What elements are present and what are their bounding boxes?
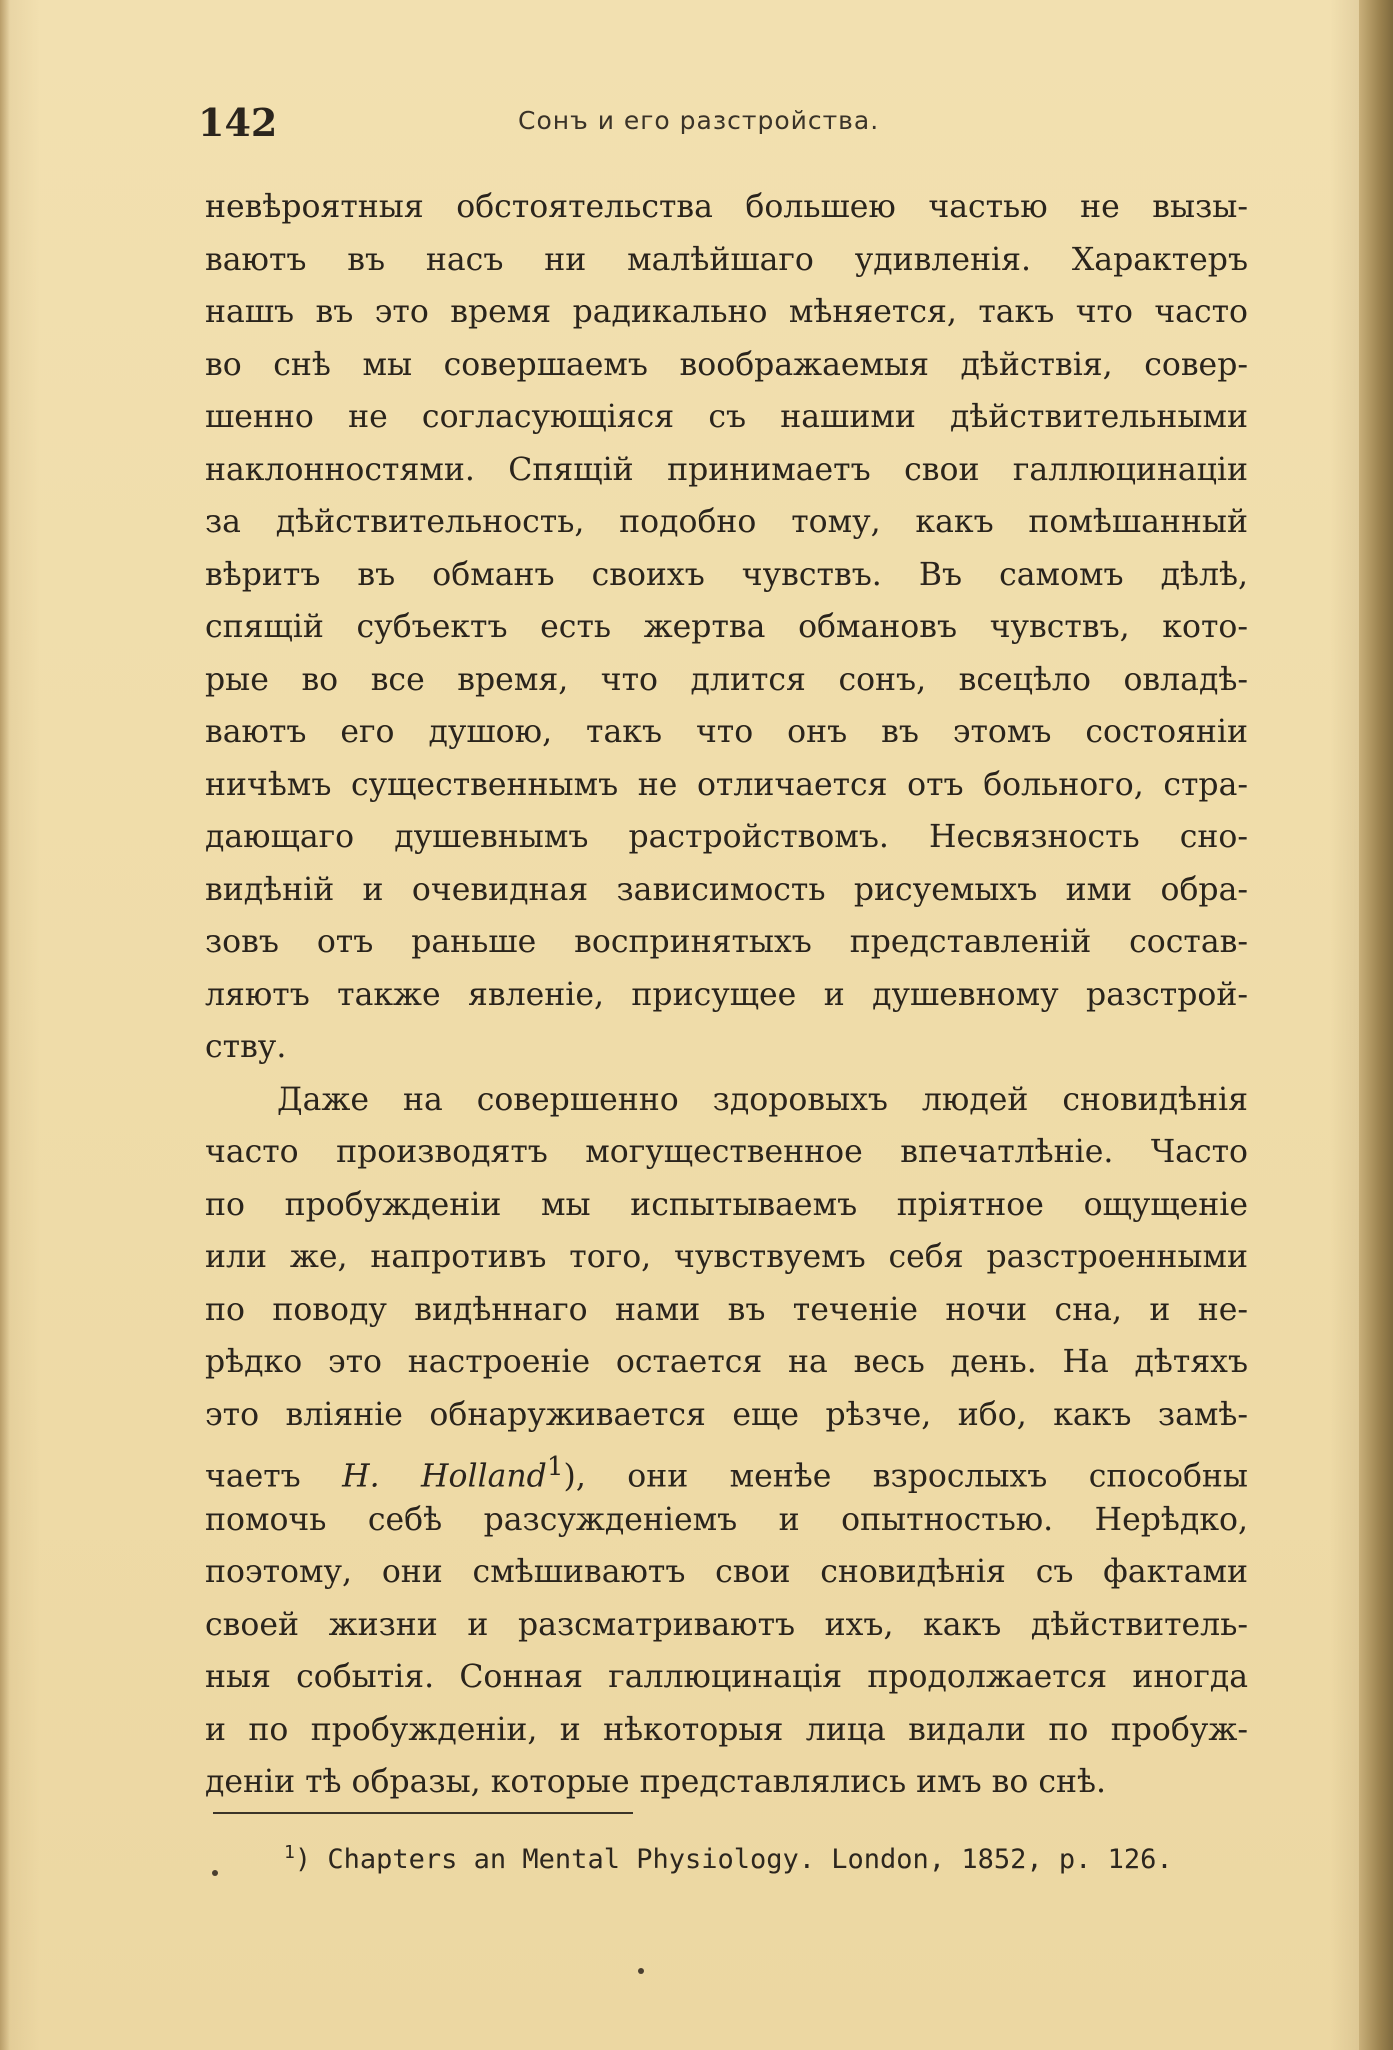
text-line: ляютъ также явленіе, присущее и душевному разстрой- [205,976,1248,1013]
text-line: во снѣ мы совершаемъ воображаемыя дѣйствія, совер- [205,346,1248,383]
page-header [198,100,1258,150]
page-left-shadow [0,0,10,2050]
text-line: часто производятъ могущественное впечатлѣніе. Часто [205,1134,1248,1170]
page-binding-edge [1359,0,1393,2050]
text-line: спящій субъектъ есть жертва обмановъ чувствъ, кото- [205,609,1248,645]
text-line: или же, напротивъ того, чувствуемъ себя разстроенными [205,1239,1248,1275]
text-line: ваютъ въ насъ ни малѣйшаго удивленія. Характеръ [205,241,1248,278]
paragraph-1 [205,181,1248,1074]
text-line: нашъ въ это время радикально мѣняется, такъ что часто [205,294,1248,330]
text-line: это вліяніе обнаруживается еще рѣзче, ибо, какъ замѣ- [205,1396,1248,1433]
text-fragment: ), они менѣе взрослыхъ способны [563,1458,1248,1495]
text-line: шенно не согласующіяся съ нашими дѣйствительными [205,399,1248,435]
text-line: ваютъ его душою, такъ что онъ въ этомъ состояніи [205,714,1248,750]
text-line: рѣдко это настроеніе остается на весь день. На дѣтяхъ [205,1344,1248,1380]
text-line: своей жизни и разсматриваютъ ихъ, какъ дѣйствитель- [205,1606,1248,1643]
text-line: рые во все время, что длится сонъ, всецѣло овладѣ- [205,661,1248,698]
footnote-reference: 1 [546,1452,564,1482]
text-line: видѣній и очевидная зависимость рисуемыхъ ими обра- [205,871,1248,908]
footnote-divider [213,1812,633,1814]
text-line: деніи тѣ образы, которые представлялись имъ во снѣ. [205,1764,1107,1800]
text-line: вѣритъ въ обманъ своихъ чувствъ. Въ самомъ дѣлѣ, [205,556,1248,593]
print-speck [212,1870,218,1876]
text-line: зовъ отъ раньше воспринятыхъ представленій состав- [205,924,1248,960]
footnote-text: ) Chapters an Mental Physiology. London, 1852, p. 126. [294,1844,1173,1875]
text-line: ничѣмъ существеннымъ не отличается отъ больного, стра- [205,766,1248,803]
text-line: и по пробужденіи, и нѣкоторыя лица видали по пробуж- [205,1711,1248,1748]
text-line: по пробужденіи мы испытываемъ пріятное ощущеніе [205,1186,1248,1223]
running-head: Сонъ и его разстройства. [518,106,880,135]
cited-author: H. Holland [342,1458,547,1495]
text-line: ныя событія. Сонная галлюцинація продолжается иногда [205,1659,1248,1695]
body-text [205,181,1248,1809]
text-fragment: чаетъ [205,1458,343,1495]
text-line: поэтому, они смѣшиваютъ свои сновидѣнія съ фактами [205,1554,1248,1590]
text-line: за дѣйствительность, подобно тому, какъ помѣшанный [205,504,1248,540]
text-line: невѣроятныя обстоятельства большею частью не вызы- [205,189,1248,225]
footnote [284,1842,1173,1875]
text-line-with-citation [205,1441,1248,1494]
text-line: по поводу видѣннаго нами въ теченіе ночи сна, и не- [205,1291,1248,1328]
text-line: помочь себѣ разсужденіемъ и опытностью. Нерѣдко, [205,1501,1248,1538]
footnote-mark: 1 [284,1842,295,1863]
text-line: дающаго душевнымъ растройствомъ. Несвязность сно- [205,819,1248,855]
paragraph-2 [205,1074,1248,1809]
text-line: наклонностями. Спящій принимаетъ свои галлюцинаціи [205,451,1248,488]
page-number: 142 [198,100,278,145]
print-speck [638,1968,644,1974]
text-line: Даже на совершенно здоровыхъ людей сновидѣнія [277,1081,1248,1118]
text-line: ству. [205,1029,287,1065]
